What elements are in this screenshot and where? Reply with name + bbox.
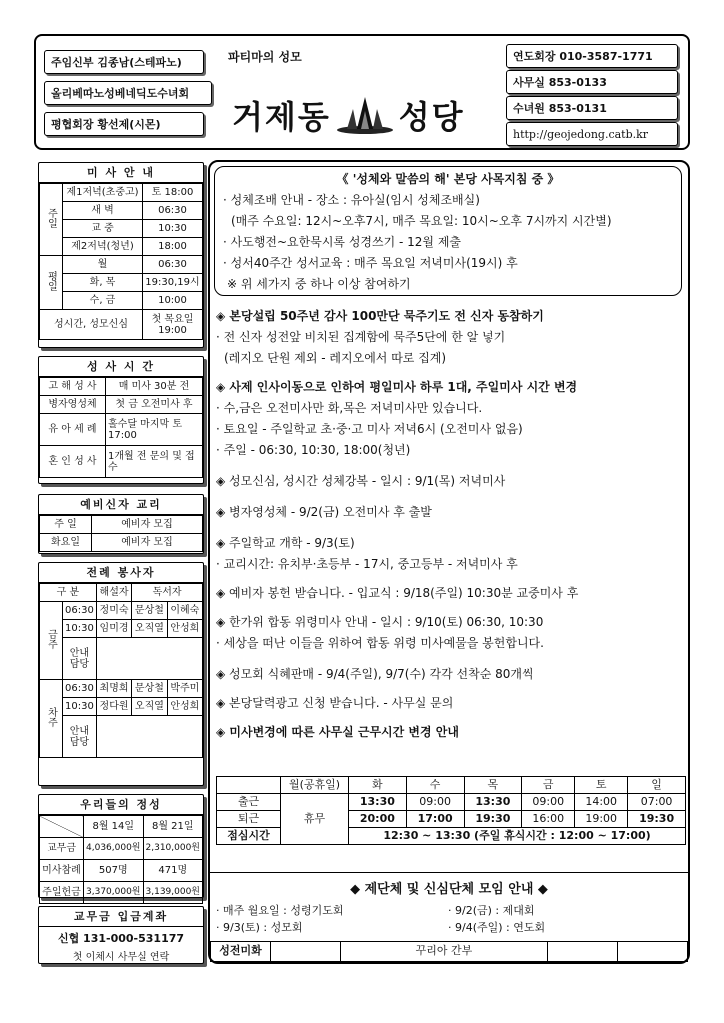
hours-cell: 13:30 xyxy=(349,794,407,811)
hours-header: 토 xyxy=(575,777,628,794)
sacrament-value: 1개월 전 문의 및 접수 xyxy=(106,446,203,478)
finance-value: 3,370,000원 xyxy=(84,882,144,904)
account-note: 첫 이체시 사무실 연락 xyxy=(72,952,170,963)
guideline-box xyxy=(214,166,682,296)
sacrament-value: 첫 금 오전미사 후 xyxy=(106,396,203,414)
mass-time: 06:30 xyxy=(143,202,203,220)
server-name: 오직열 xyxy=(132,698,167,716)
guideline-line: · 성체조배 안내 - 장소 : 유아실(임시 성체조배실) xyxy=(223,193,480,207)
patron-label: 파티마의 성모 xyxy=(228,50,302,64)
hours-header: 목 xyxy=(464,777,522,794)
pastor-label: 주임신부 김종남(스테파노) xyxy=(44,50,204,74)
flower-blank xyxy=(548,942,618,962)
hours-header: 금 xyxy=(522,777,575,794)
header-left xyxy=(36,40,216,146)
account-box xyxy=(38,906,204,964)
guide-value xyxy=(96,638,202,680)
council-label: 평협회장 황선제(시몬) xyxy=(44,112,204,136)
groups-row xyxy=(210,919,688,936)
server-name: 최명희 xyxy=(96,680,131,698)
notice-heading: ◈ 병자영성체 - 9/2(금) 오전미사 후 출발 xyxy=(216,505,432,519)
notice-heading: ◈ 미사변경에 따른 사무실 근무시간 변경 안내 xyxy=(216,725,459,739)
servers-header: 독서자 xyxy=(132,584,203,602)
servers-table xyxy=(39,583,203,758)
sunday-label: 주일 xyxy=(40,184,63,256)
catechumen-value: 예비자 모집 xyxy=(92,516,203,534)
mass-name: 제1저녁(초중고) xyxy=(63,184,143,202)
server-name: 오직열 xyxy=(132,620,167,638)
server-time: 10:30 xyxy=(63,620,97,638)
guide-label: 안내담당 xyxy=(63,638,97,680)
catechumen-box xyxy=(38,494,204,554)
church-title xyxy=(232,90,502,140)
church-name-right: 성당 xyxy=(398,98,465,136)
server-name: 문상철 xyxy=(132,602,167,620)
notice-detail: · 전 신자 성전앞 비치된 집계함에 묵주5단에 한 알 넣기 xyxy=(216,330,506,344)
weekday-label: 평일 xyxy=(40,256,63,310)
flower-label: 성전미화 xyxy=(211,942,271,962)
holy-hour-time: 첫 목요일 19:00 xyxy=(143,310,203,340)
office-hours-table xyxy=(216,776,686,845)
group-meeting: · 매주 월요일 : 성령기도회 xyxy=(216,904,344,917)
finance-date: 8월 14일 xyxy=(84,816,144,838)
mass-name: 수, 금 xyxy=(63,292,143,310)
hours-row-label: 출근 xyxy=(217,794,281,811)
flower-blank xyxy=(618,942,688,962)
servers-title: 전례 봉사자 xyxy=(39,563,203,583)
notice-detail: (레지오 단원 제외 - 레지오에서 따로 집계) xyxy=(224,351,447,365)
church-logo-icon xyxy=(335,95,395,135)
finance-title: 우리들의 정성 xyxy=(39,795,203,815)
hours-cell: 16:00 xyxy=(522,811,575,828)
group-meeting: · 9/4(주일) : 연도회 xyxy=(448,921,546,934)
groups-section xyxy=(210,872,688,962)
holy-hour-label: 성시간, 성모신심 xyxy=(40,310,143,340)
group-meeting: · 9/2(금) : 제대회 xyxy=(448,904,535,917)
finance-value: 3,139,000원 xyxy=(143,882,203,904)
catechumen-value: 예비자 모집 xyxy=(92,534,203,552)
hours-cell: 13:30 xyxy=(464,794,522,811)
finance-table xyxy=(39,815,203,904)
office-phone: 사무실 853-0133 xyxy=(506,70,678,94)
server-name: 임미경 xyxy=(96,620,131,638)
finance-value: 4,036,000원 xyxy=(84,838,144,860)
notice-detail: · 세상을 떠난 이들을 위하여 합동 위령 미사예물을 봉헌합니다. xyxy=(216,636,544,650)
hours-cell: 17:00 xyxy=(406,811,464,828)
office-hours xyxy=(216,776,686,845)
hours-header xyxy=(217,777,281,794)
server-name: 정다원 xyxy=(96,698,131,716)
sacrament-name: 혼 인 성 사 xyxy=(40,446,106,478)
hours-cell: 19:30 xyxy=(464,811,522,828)
mass-name: 제2저녁(청년) xyxy=(63,238,143,256)
notice-detail: · 수,금은 오전미사만 화,목은 저녁미사만 있습니다. xyxy=(216,401,483,415)
guideline-line: ※ 위 세가지 중 하나 이상 참여하기 xyxy=(227,277,411,291)
notice-heading: ◈ 성모신심, 성시간 성체강복 - 일시 : 9/1(목) 저녁미사 xyxy=(216,474,506,488)
lunch-value: 12:30 ~ 13:30 (주일 휴식시간 : 12:00 ~ 17:00) xyxy=(349,828,686,845)
notice-detail: · 토요일 - 주일학교 초·중·고 미사 저녁6시 (오전미사 없음) xyxy=(216,422,523,436)
finance-label: 미사참례 xyxy=(40,860,84,882)
hours-cell: 19:30 xyxy=(628,811,686,828)
sacrament-name: 병자영성체 xyxy=(40,396,106,414)
finance-value: 2,310,000원 xyxy=(143,838,203,860)
notice-heading: ◈ 성모회 식혜판매 - 9/4(주일), 9/7(수) 각각 선착순 80개씩 xyxy=(216,667,534,681)
group-meeting: · 9/3(토) : 성모회 xyxy=(216,921,303,934)
sisters-label: 올리베따노성베네딕도수녀회 xyxy=(44,81,212,105)
servers-box xyxy=(38,562,204,786)
sacraments-box xyxy=(38,356,204,484)
finance-box xyxy=(38,794,204,898)
flower-value: 꾸리아 간부 xyxy=(341,942,548,962)
notice-heading: ◈ 한가위 합동 위령미사 안내 - 일시 : 9/10(토) 06:30, 10:30 xyxy=(216,615,544,629)
server-time: 06:30 xyxy=(63,602,97,620)
sacrament-value: 매 미사 30분 전 xyxy=(106,378,203,396)
sacrament-name: 고 해 성 사 xyxy=(40,378,106,396)
notice-heading: ◈ 사제 인사이동으로 인하여 평일미사 하루 1대, 주일미사 시간 변경 xyxy=(216,380,578,394)
mass-time: 19:30,19시 xyxy=(143,274,203,292)
hours-cell: 09:00 xyxy=(522,794,575,811)
finance-label: 주일헌금 xyxy=(40,882,84,904)
sacrament-name: 유 아 세 례 xyxy=(40,414,106,446)
notice-detail: · 주일 - 06:30, 10:30, 18:00(청년) xyxy=(216,443,411,457)
region-leader-phone: 연도회장 010-3587-1771 xyxy=(506,44,678,68)
catechumen-title: 예비신자 교리 xyxy=(39,495,203,515)
guide-label: 안내담당 xyxy=(63,716,97,758)
next-week-label: 차주 xyxy=(40,680,63,758)
hours-cell: 14:00 xyxy=(575,794,628,811)
server-name: 박주미 xyxy=(167,680,202,698)
hours-cell: 19:00 xyxy=(575,811,628,828)
mass-title: 미 사 안 내 xyxy=(39,163,203,183)
website-link[interactable]: http://geojedong.catb.kr xyxy=(506,122,678,146)
finance-date: 8월 21일 xyxy=(143,816,203,838)
catechumen-table xyxy=(39,515,203,552)
guideline-line: · 사도행전~요한묵시록 성경쓰기 - 12월 제출 xyxy=(223,235,462,249)
notice-heading: ◈ 본당설립 50주년 감사 100만단 묵주기도 전 신자 동참하기 xyxy=(216,309,544,323)
catechumen-day: 화요일 xyxy=(40,534,92,552)
closed-label: 휴무 xyxy=(281,794,349,845)
convent-phone: 수녀원 853-0131 xyxy=(506,96,678,120)
guide-value xyxy=(96,716,202,758)
hours-cell: 07:00 xyxy=(628,794,686,811)
sacrament-value: 홀수달 마지막 토 17:00 xyxy=(106,414,203,446)
server-time: 06:30 xyxy=(63,680,97,698)
account-title: 교무금 입금계좌 xyxy=(39,907,203,927)
server-name: 정미숙 xyxy=(96,602,131,620)
servers-header: 구 분 xyxy=(40,584,97,602)
hours-cell: 20:00 xyxy=(349,811,407,828)
notices xyxy=(216,306,686,743)
finance-value: 471명 xyxy=(143,860,203,882)
notice-detail: · 교리시간: 유치부·초등부 - 17시, 중고등부 - 저녁미사 후 xyxy=(216,557,518,571)
sacraments-table xyxy=(39,377,203,478)
mass-name: 교 중 xyxy=(63,220,143,238)
mass-name: 월 xyxy=(63,256,143,274)
lunch-label: 점심시간 xyxy=(217,828,281,845)
server-time: 10:30 xyxy=(63,698,97,716)
mass-time: 10:00 xyxy=(143,292,203,310)
hours-row-label: 퇴근 xyxy=(217,811,281,828)
servers-header: 해설자 xyxy=(96,584,131,602)
hours-header: 일 xyxy=(628,777,686,794)
flower-table xyxy=(210,941,688,962)
mass-table xyxy=(39,183,203,340)
finance-corner xyxy=(40,816,84,838)
guideline-line: (매주 수요일: 12시~오후7시, 매주 목요일: 10시~오후 7시까지 시간별) xyxy=(231,214,612,228)
account-number: 신협 131-000-531177 xyxy=(57,932,185,945)
mass-time: 토 18:00 xyxy=(143,184,203,202)
groups-title: ◆ 제단체 및 신심단체 모임 안내 ◆ xyxy=(350,882,548,897)
guideline-title: 《 '성체와 말씀의 해' 본당 사목지침 중 》 xyxy=(336,172,560,186)
catechumen-day: 주 일 xyxy=(40,516,92,534)
server-name: 안성희 xyxy=(167,620,202,638)
sacraments-title: 성 사 시 간 xyxy=(39,357,203,377)
finance-value: 507명 xyxy=(84,860,144,882)
mass-schedule-box xyxy=(38,162,204,348)
notice-heading: ◈ 본당달력광고 신청 받습니다. - 사무실 문의 xyxy=(216,696,454,710)
notice-heading: ◈ 주일학교 개학 - 9/3(토) xyxy=(216,536,355,550)
header-right xyxy=(500,40,690,146)
mass-time: 06:30 xyxy=(143,256,203,274)
hours-header: 월(공휴일) xyxy=(281,777,349,794)
flower-blank xyxy=(271,942,341,962)
hours-header: 수 xyxy=(406,777,464,794)
church-name-left: 거제동 xyxy=(232,98,331,136)
mass-name: 새 벽 xyxy=(63,202,143,220)
server-name: 안성희 xyxy=(167,698,202,716)
server-name: 이혜숙 xyxy=(167,602,202,620)
this-week-label: 금주 xyxy=(40,602,63,680)
mass-time: 10:30 xyxy=(143,220,203,238)
notice-heading: ◈ 예비자 봉헌 받습니다. - 입교식 : 9/18(주일) 10:30분 교중미사 후 xyxy=(216,586,579,600)
groups-row xyxy=(210,902,688,919)
guideline-line: · 성서40주간 성서교육 : 매주 목요일 저녁미사(19시) 후 xyxy=(223,256,518,270)
mass-time: 18:00 xyxy=(143,238,203,256)
hours-cell: 09:00 xyxy=(406,794,464,811)
hours-header: 화 xyxy=(349,777,407,794)
finance-label: 교무금 xyxy=(40,838,84,860)
mass-name: 화, 목 xyxy=(63,274,143,292)
server-name: 문상철 xyxy=(132,680,167,698)
